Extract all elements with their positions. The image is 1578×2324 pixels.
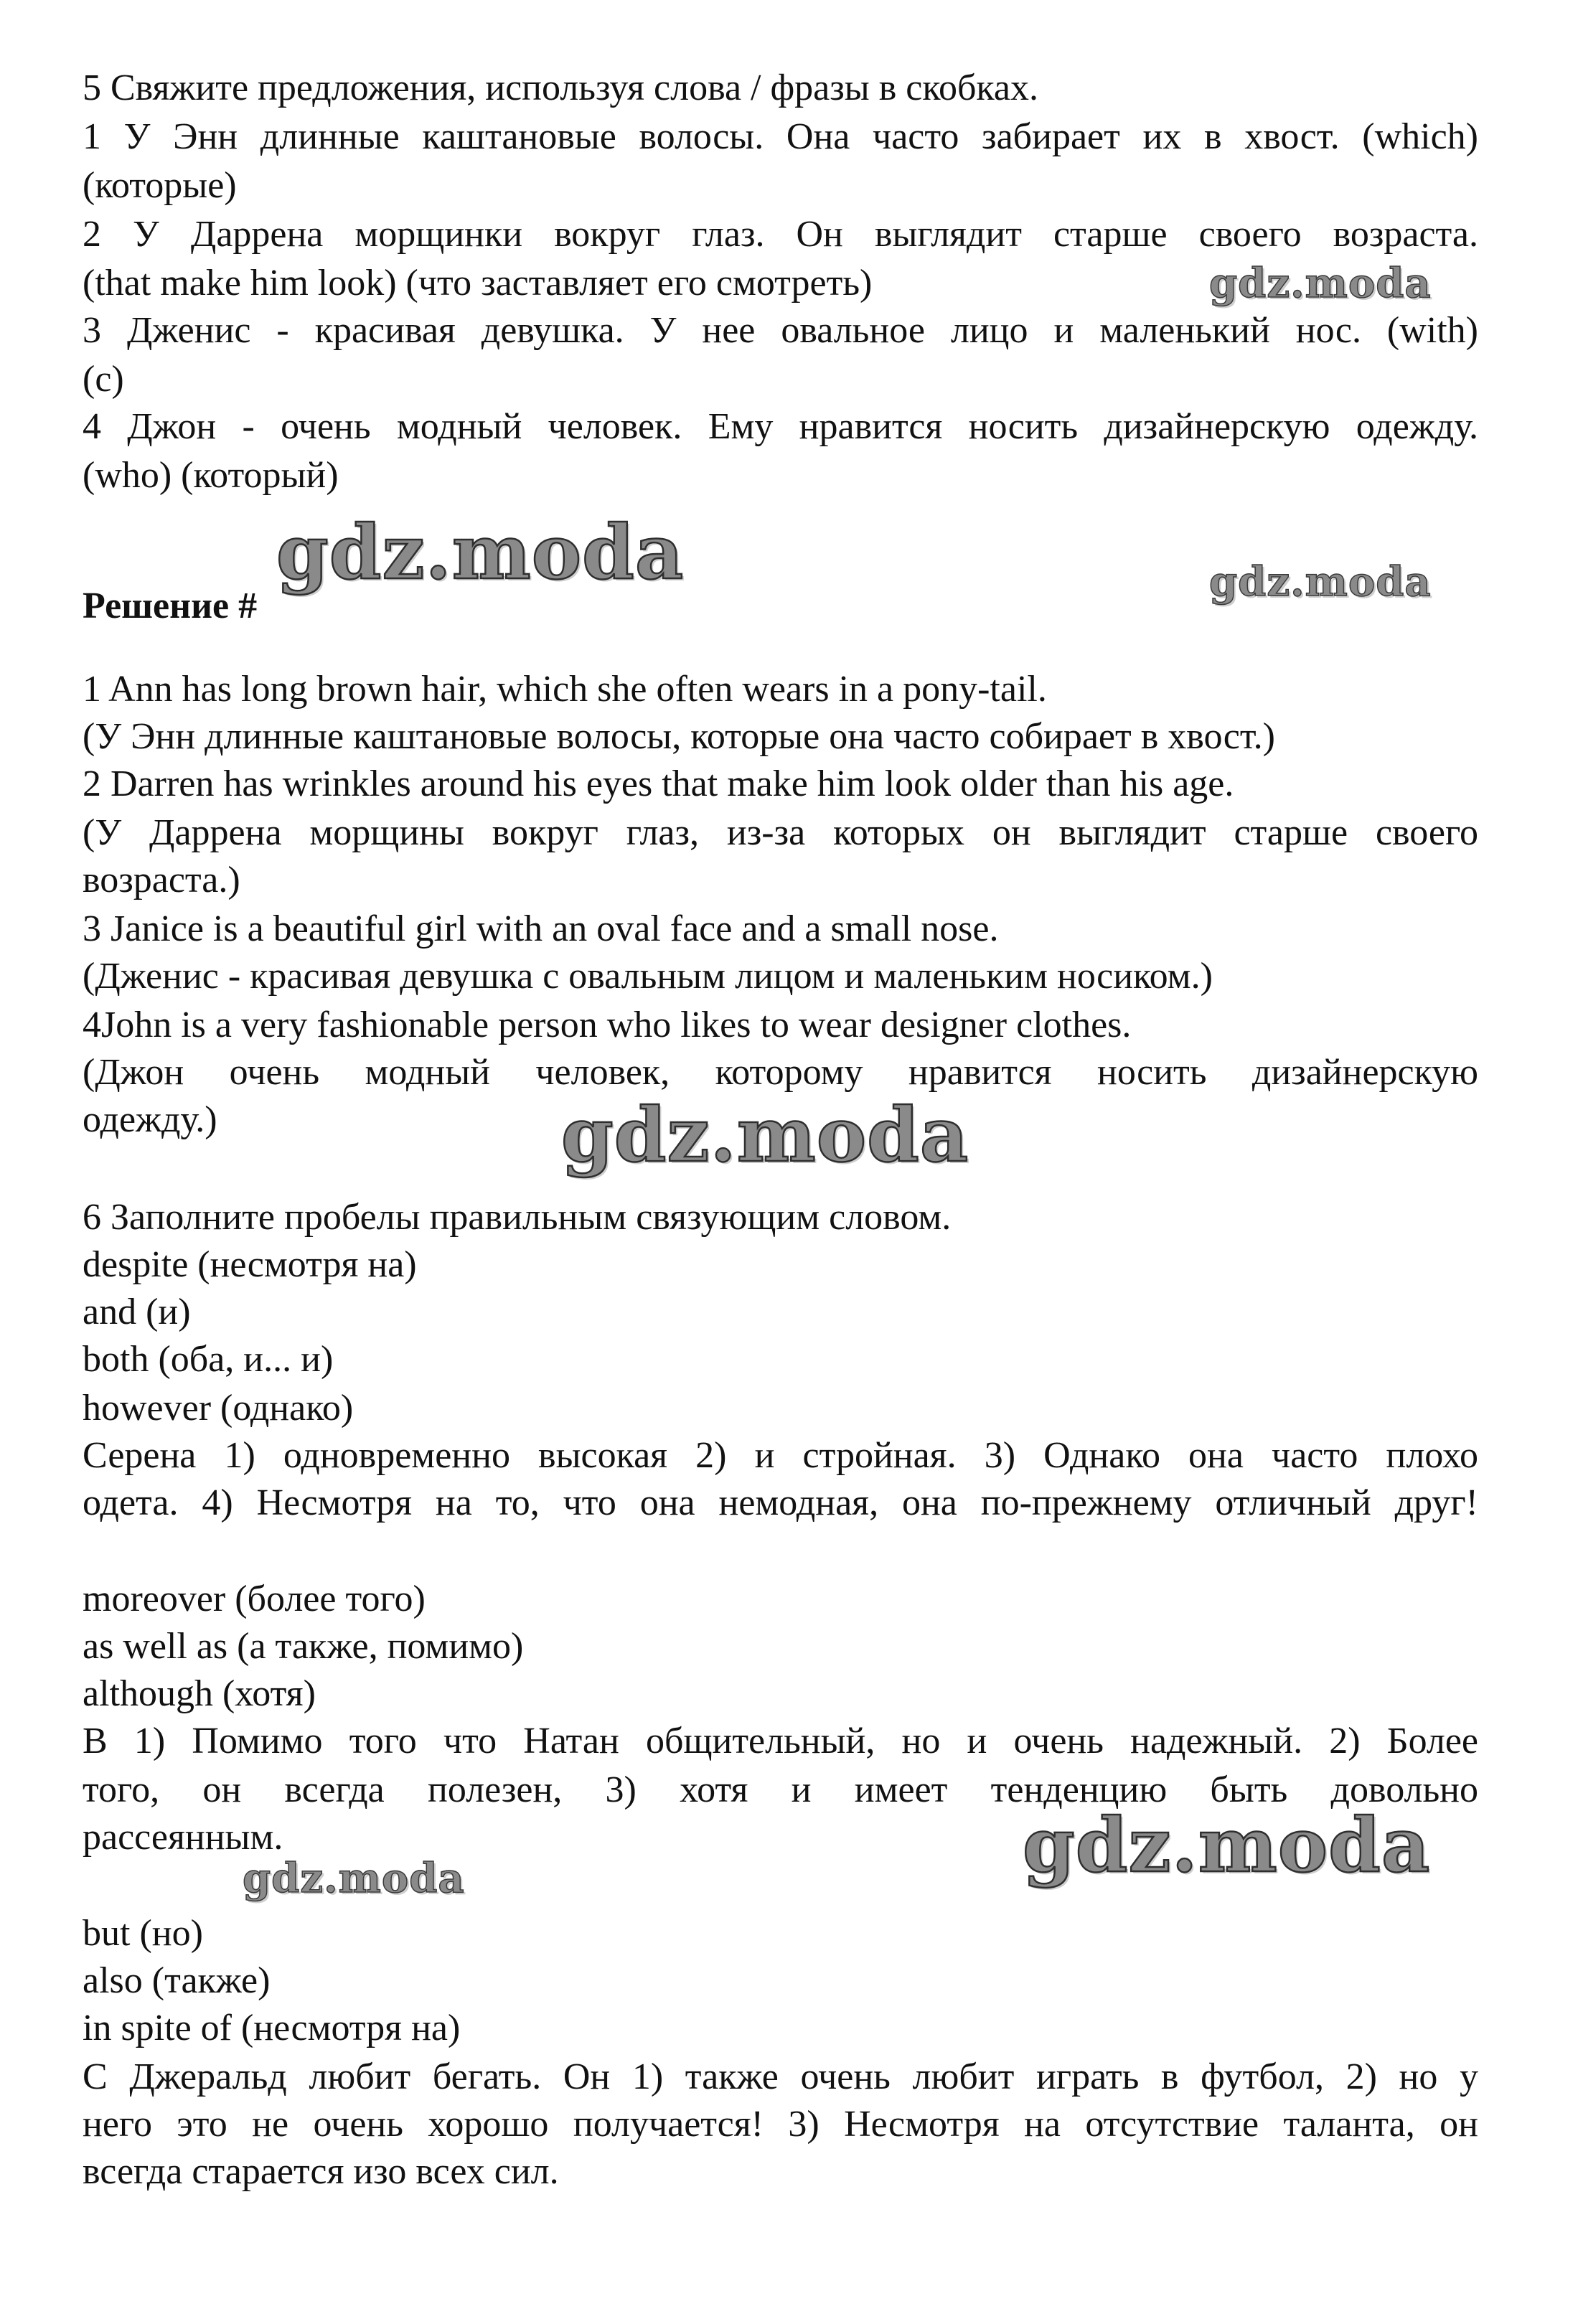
word-option: despite (несмотря на) [83,1244,417,1285]
partC-text: С Джеральд любит бегать. Он 1) также очень любит играть в футбол, 2) но у [83,2056,1478,2097]
solution-line: 1 Ann has long brown hair, which she often wears in a pony-tail. [83,669,1047,710]
watermark-logo: gdz.moda [243,1855,465,1902]
solution-line: возраста.) [83,860,240,900]
watermark-logo: gdz.moda [1209,260,1432,307]
watermark-logo: gdz.moda [1209,558,1432,606]
partA-text: Серена 1) одновременно высокая 2) и стройная. 3) Однако она часто плохо [83,1435,1478,1476]
task5-item4-line1: 4 Джон - очень модный человек. Ему нравится носить дизайнерскую одежду. [83,406,1478,447]
solution-line: (Дженис - красивая девушка с овальным лицом и маленьким носиком.) [83,956,1213,997]
word-option: as well as (а также, помимо) [83,1626,524,1667]
task6-title: 6 Заполните пробелы правильным связующим словом. [83,1197,952,1238]
solution-heading: Решение # [83,585,258,626]
solution-line: (У Энн длинные каштановые волосы, которые она часто собирает в хвост.) [83,716,1275,757]
partB-text: рассеянным. [83,1817,283,1858]
task5-item1-line2: (которые) [83,165,237,206]
partC-text: него это не очень хорошо получается! 3) Несмотря на отсутствие таланта, он [83,2104,1478,2145]
watermark-logo: gdz.moda [276,508,685,596]
word-option: but (но) [83,1913,203,1954]
solution-line: 3 Janice is a beautiful girl with an oval face and a small nose. [83,908,999,949]
solution-line: (У Даррена морщины вокруг глаз, из-за которых он выглядит старше своего [83,812,1478,853]
task5-item4-line2: (who) (который) [83,455,339,496]
word-option: moreover (более того) [83,1579,426,1619]
task5-item2-line2: (that make him look) (что заставляет его смотреть) [83,263,873,304]
solution-line: одежду.) [83,1099,217,1140]
word-option: in spite of (несмотря на) [83,2008,461,2048]
word-option: however (однако) [83,1388,354,1429]
partA-text: одета. 4) Несмотря на то, что она немодная, она по-прежнему отличный друг! [83,1482,1478,1523]
task5-item3-line2: (с) [83,359,124,400]
task5-item1-line1: 1 У Энн длинные каштановые волосы. Она часто забирает их в хвост. (which) [83,116,1478,157]
partB-text: того, он всегда полезен, 3) хотя и имеет тенденцию быть довольно [83,1769,1478,1810]
solution-line: 2 Darren has wrinkles around his eyes that make him look older than his age. [83,763,1234,804]
task5-item3-line1: 3 Дженис - красивая девушка. У нее овальное лицо и маленький нос. (with) [83,310,1478,351]
word-option: although (хотя) [83,1673,316,1714]
watermark-logo: gdz.moda [1023,1801,1431,1889]
partB-text: В 1) Помимо того что Натан общительный, но и очень надежный. 2) Более [83,1721,1478,1761]
word-option: both (оба, и... и) [83,1339,334,1380]
solution-line: (Джон очень модный человек, которому нравится носить дизайнерскую [83,1052,1478,1093]
partC-text: всегда старается изо всех сил. [83,2151,559,2192]
watermark-logo: gdz.moda [561,1091,969,1179]
solution-line: 4John is a very fashionable person who likes to wear designer clothes. [83,1005,1132,1045]
task5-item2-line1: 2 У Даррена морщинки вокруг глаз. Он выглядит старше своего возраста. [83,214,1478,255]
word-option: also (также) [83,1960,271,2001]
word-option: and (и) [83,1292,191,1332]
task5-title: 5 Свяжите предложения, используя слова / фразы в скобках. [83,67,1038,108]
